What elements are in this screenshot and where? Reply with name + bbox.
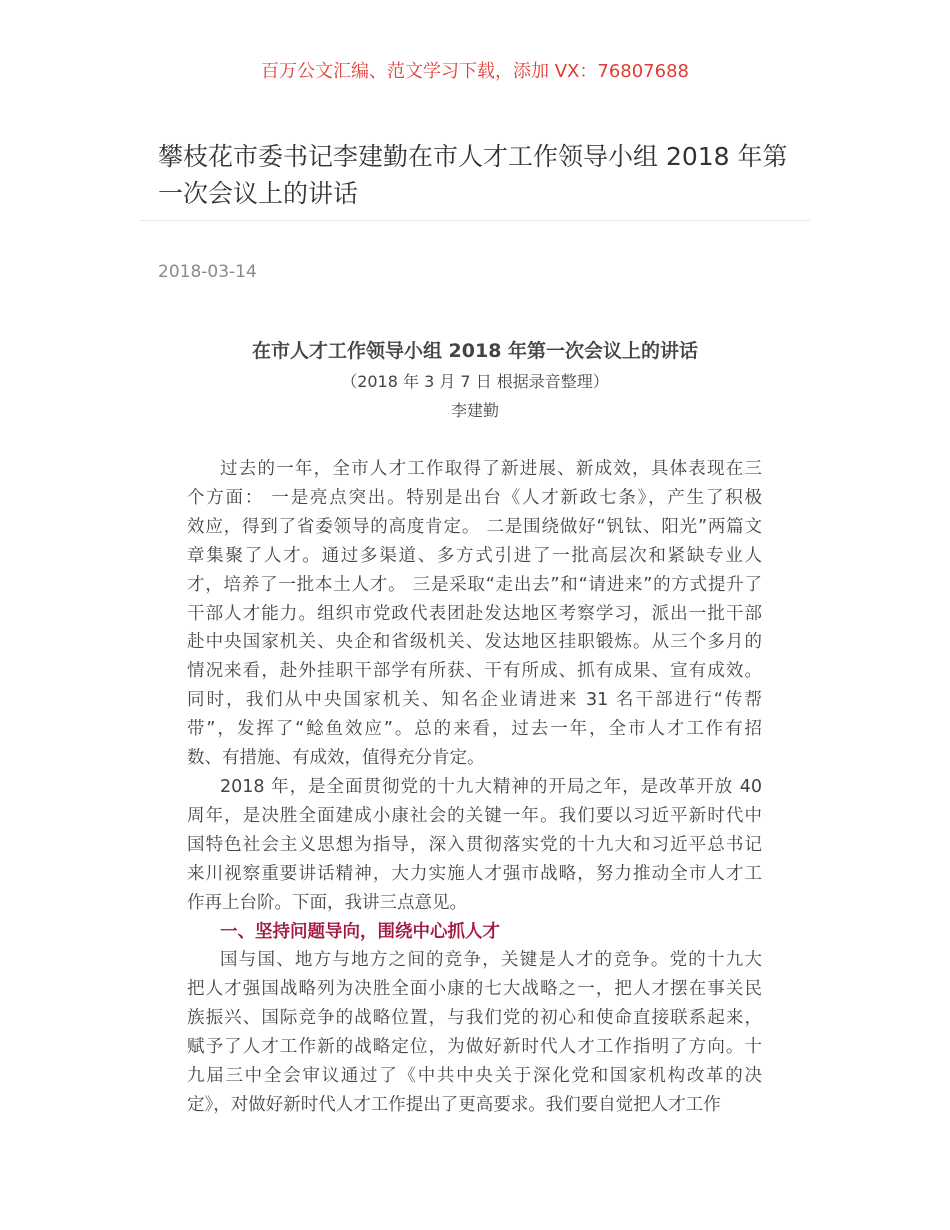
document-author: 李建勤 <box>450 401 499 420</box>
paragraph-line: 带”，发挥了“鲶鱼效应”。总的来看，过去一年，全市人才工作有招 <box>187 719 762 740</box>
divider <box>140 220 810 221</box>
paragraph-line: 赴中央国家机关、央企和省级机关、发达地区挂职锻炼。从三个多月的 <box>187 632 762 653</box>
document-heading: 在市人才工作领导小组 2018 年第一次会议上的讲话 <box>251 340 699 362</box>
paragraph-line: 效应，得到了省委领导的高度肯定。 二是围绕做好“钒钛、阳光”两篇文 <box>187 516 762 537</box>
paragraph-line: 作再上台阶。下面，我讲三点意见。 <box>187 892 467 913</box>
article-title: 攀枝花市委书记李建勤在市人才工作领导小组 2018 年第一次会议上的讲话 <box>158 142 788 208</box>
paragraph-line: 个方面： 一是亮点突出。特别是出台《人才新政七条》，产生了积极 <box>187 487 762 508</box>
paragraph-line: 把人才强国战略列为决胜全面小康的七大战略之一，把人才摆在事关民 <box>187 979 762 1000</box>
paragraph-line: 定》，对做好新时代人才工作提出了更高要求。我们要自觉把人才工作 <box>187 1094 721 1115</box>
document-body <box>187 455 762 1120</box>
paragraph-line: 情况来看，赴外挂职干部学有所获、干有所成、抓有成果、宣有成效。 <box>187 661 762 682</box>
paragraph-line: 数、有措施、有成效，值得充分肯定。 <box>187 748 485 769</box>
paragraph-line: 干部人才能力。组织市党政代表团赴发达地区考察学习，派出一批干部 <box>187 603 762 624</box>
paragraph-line: 族振兴、国际竞争的战略位置，与我们党的初心和使命直接联系起来， <box>187 1008 762 1029</box>
paragraph-line: 国特色社会主义思想为指导，深入贯彻落实党的十九大和习近平总书记 <box>187 834 762 855</box>
paragraph-line: 同时，我们从中央国家机关、知名企业请进来 31 名干部进行“传帮 <box>187 690 762 711</box>
paragraph-line: 九届三中全会审议通过了《中共中央关于深化党和国家机构改革的决 <box>187 1066 762 1087</box>
section-heading: 一、坚持问题导向，围绕中心抓人才 <box>220 921 500 942</box>
promo-banner: 百万公文汇编、范文学习下载，添加 VX：76807688 <box>261 61 689 82</box>
paragraph-line: 才，培养了一批本土人才。 三是采取“走出去”和“请进来”的方式提升了 <box>187 574 762 595</box>
paragraph-line: 来川视察重要讲话精神，大力实施人才强市战略，努力推动全市人才工 <box>187 863 762 884</box>
paragraph-line: 国与国、地方与地方之间的竞争，关键是人才的竞争。党的十九大 <box>220 950 762 971</box>
paragraph-line: 赋予了人才工作新的战略定位，为做好新时代人才工作指明了方向。十 <box>187 1037 762 1058</box>
document-subtitle: （2018 年 3 月 7 日 根据录音整理） <box>341 372 609 391</box>
paragraph-line: 章集聚了人才。通过多渠道、多方式引进了一批高层次和紧缺专业人 <box>187 545 762 566</box>
paragraph-line: 过去的一年，全市人才工作取得了新进展、新成效，具体表现在三 <box>220 459 762 479</box>
paragraph-line: 2018 年，是全面贯彻党的十九大精神的开局之年，是改革开放 40 <box>220 776 762 797</box>
paragraph-line: 周年，是决胜全面建成小康社会的关键一年。我们要以习近平新时代中 <box>187 805 762 826</box>
publish-date: 2018-03-14 <box>158 262 257 282</box>
